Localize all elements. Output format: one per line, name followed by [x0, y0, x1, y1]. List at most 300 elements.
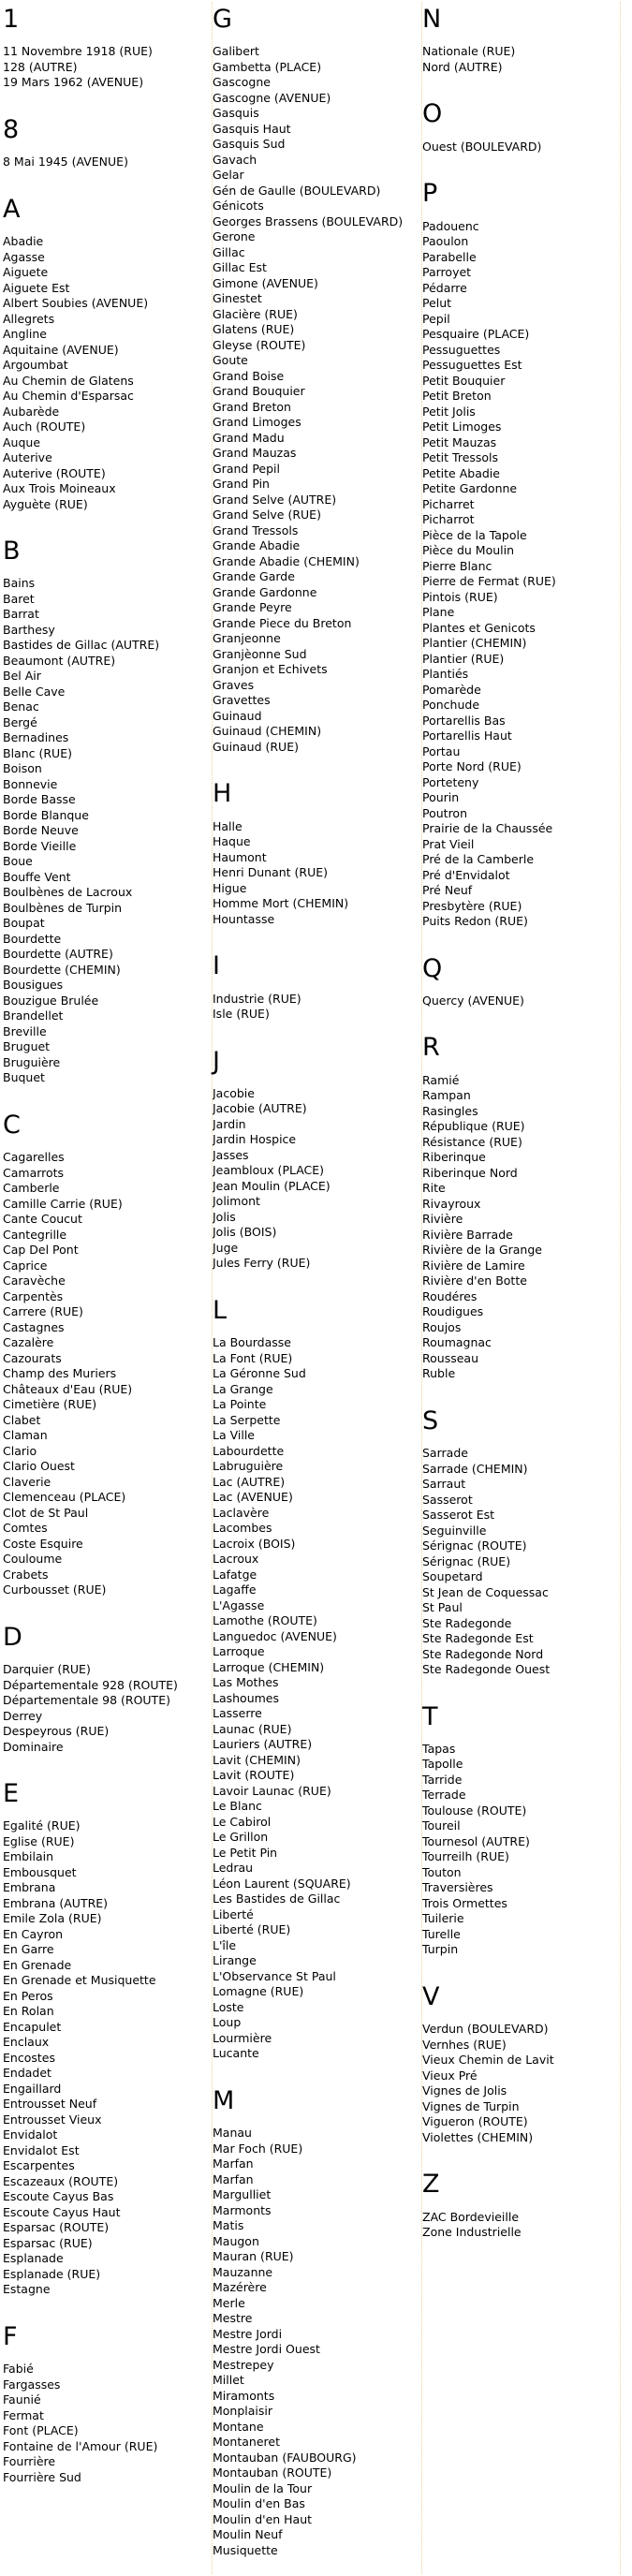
street-entry: En Rolan — [3, 2004, 54, 2019]
street-entry: Languedoc (AVENUE) — [213, 1628, 337, 1643]
street-entry: Gillac — [213, 244, 245, 259]
street-entry: Sarrade (CHEMIN) — [422, 1461, 528, 1476]
street-entry: Petit Bouquier — [422, 373, 506, 388]
street-entry: Bel Air — [3, 669, 41, 684]
street-entry: Gascogne — [213, 75, 271, 90]
street-entry: Bonnevie — [3, 776, 58, 791]
street-entry: Glacière (RUE) — [213, 306, 298, 321]
street-entry: L'Observance St Paul — [213, 1968, 336, 1983]
street-entry: Lac (AVENUE) — [213, 1490, 293, 1505]
street-entry: Mazérère — [213, 2280, 267, 2295]
section-list — [422, 1742, 620, 1958]
street-entry: Clario — [3, 1443, 37, 1458]
street-entry: Mestre Jordi Ouest — [213, 2342, 320, 2357]
street-entry: Grand Selve (AUTRE) — [213, 492, 337, 507]
letter-heading: H — [213, 779, 232, 809]
street-entry: Portarellis Bas — [422, 713, 506, 728]
street-entry: Jasses — [213, 1147, 249, 1162]
street-entry: La Bourdasse — [213, 1335, 291, 1350]
street-entry: Millet — [213, 2373, 244, 2388]
street-entry: Jules Ferry (RUE) — [213, 1256, 311, 1271]
street-entry: Bousigues — [3, 978, 64, 993]
street-entry: Traversières — [422, 1880, 493, 1895]
street-entry: Mauran (RUE) — [213, 2249, 294, 2264]
street-entry: Entrousset Vieux — [3, 2112, 102, 2127]
street-entry: Pesquaire (PLACE) — [422, 327, 530, 342]
street-entry: 19 Mars 1962 (AVENUE) — [3, 75, 144, 90]
street-entry: Poutron — [422, 805, 467, 820]
street-entry: Jardin — [213, 1116, 246, 1131]
street-entry: Pierre Blanc — [422, 558, 492, 573]
street-entry: Lasserre — [213, 1706, 262, 1721]
street-entry: Violettes (CHEMIN) — [422, 2129, 534, 2144]
street-entry: 11 Novembre 1918 (RUE) — [3, 44, 153, 59]
street-entry: Blanc (RUE) — [3, 745, 72, 760]
street-entry: Embrana — [3, 1880, 56, 1895]
street-entry: Fabié — [3, 2362, 34, 2377]
street-entry: Ledrau — [213, 1861, 254, 1876]
street-entry: Gavach — [213, 152, 257, 167]
street-entry: Envidalot Est — [3, 2142, 80, 2157]
section-list — [213, 992, 421, 1023]
street-entry: Ruble — [422, 1366, 456, 1381]
street-entry: Roudéres — [422, 1288, 478, 1303]
street-entry: Toureil — [422, 1818, 461, 1833]
street-entry: Parroyet — [422, 265, 472, 280]
street-entry: Camille Carrie (RUE) — [3, 1196, 123, 1211]
street-entry: Camberle — [3, 1181, 60, 1196]
street-entry: Clot de St Paul — [3, 1505, 89, 1520]
street-entry: Grand Breton — [213, 399, 291, 414]
street-entry: Vieux Pré — [422, 2068, 478, 2083]
street-entry: Liberté — [213, 1906, 254, 1921]
street-entry: Lamothe (ROUTE) — [213, 1613, 317, 1628]
street-entry: Carrere (RUE) — [3, 1304, 83, 1319]
street-entry: Porte Nord (RUE) — [422, 759, 522, 774]
street-entry: Jean Moulin (PLACE) — [213, 1178, 331, 1193]
street-entry: Esplanade (RUE) — [3, 2266, 101, 2281]
street-entry: Pourin — [422, 790, 460, 805]
street-entry: Tournesol (AUTRE) — [422, 1833, 530, 1848]
section-list — [213, 1335, 421, 2062]
street-entry: Mar Foch (RUE) — [213, 2141, 303, 2156]
street-entry: Pré Neuf — [422, 883, 473, 898]
street-entry: Départementale 98 (ROUTE) — [3, 1693, 170, 1708]
street-entry: Juge — [213, 1240, 239, 1255]
street-entry: Grand Tressols — [213, 523, 299, 537]
street-entry: Porteteny — [422, 774, 479, 789]
street-entry: Champ des Muriers — [3, 1366, 117, 1381]
street-entry: St Jean de Coquessac — [422, 1584, 549, 1599]
street-entry: Lavit (ROUTE) — [213, 1768, 295, 1783]
street-entry: Derrey — [3, 1708, 43, 1723]
letter-heading: G — [213, 5, 232, 34]
section-list — [3, 576, 212, 1086]
street-entry: Jacobie — [213, 1085, 255, 1100]
street-entry: Plantes et Genicots — [422, 620, 536, 635]
street-entry: Barrat — [3, 607, 39, 622]
street-entry: Ste Radegonde Nord — [422, 1646, 544, 1661]
street-entry: Breville — [3, 1023, 47, 1038]
street-entry: Bastides de Gillac (AUTRE) — [3, 638, 160, 653]
street-entry: Monplaisir — [213, 2404, 273, 2419]
street-entry: Faunié — [3, 2392, 41, 2407]
street-entry: Maugon — [213, 2233, 259, 2248]
index-column-2 — [213, 2, 422, 2574]
street-entry: Rivière de Lamire — [422, 1258, 525, 1273]
street-entry: Grand Madu — [213, 430, 285, 445]
street-entry: Aiguete — [3, 265, 49, 280]
street-entry: Gravettes — [213, 693, 271, 708]
street-entry: Jolis — [213, 1209, 236, 1224]
street-entry: Résistance (RUE) — [422, 1134, 522, 1149]
street-entry: Guinaud — [213, 708, 262, 723]
street-entry: Fermat — [3, 2407, 44, 2422]
street-entry: Abadie — [3, 234, 44, 249]
street-entry: Camarrots — [3, 1165, 65, 1180]
street-entry: Grande Abadie — [213, 538, 301, 553]
section-list — [3, 155, 212, 170]
street-entry: Musiquette — [213, 2542, 278, 2557]
street-entry: Darquier (RUE) — [3, 1662, 91, 1677]
index-column-1 — [3, 2, 213, 2574]
street-entry: Jolis (BOIS) — [213, 1225, 277, 1240]
street-entry: Vignes de Jolis — [422, 2083, 507, 2098]
street-entry: Gasquis Sud — [213, 137, 286, 152]
street-entry: Portau — [422, 743, 461, 758]
street-entry: Gascogne (AVENUE) — [213, 90, 331, 105]
street-entry: Châteaux d'Eau (RUE) — [3, 1381, 133, 1396]
street-entry: Tapas — [422, 1741, 456, 1756]
street-entry: Clario Ouest — [3, 1459, 75, 1474]
letter-heading: D — [3, 1622, 22, 1652]
street-entry: Boupat — [3, 916, 45, 931]
street-entry: Montauban (FAUBOURG) — [213, 2450, 357, 2465]
street-entry: Prairie de la Chaussée — [422, 821, 553, 836]
street-entry: Bourdette (AUTRE) — [3, 947, 113, 962]
street-entry: Haque — [213, 834, 251, 849]
street-entry: Mestrepey — [213, 2357, 274, 2372]
street-entry: Gleyse (ROUTE) — [213, 337, 306, 352]
street-entry: Lashoumes — [213, 1690, 280, 1705]
street-entry: Labourdette — [213, 1443, 285, 1458]
street-entry: Buquet — [3, 1070, 45, 1085]
street-entry: Emile Zola (RUE) — [3, 1911, 102, 1926]
street-entry: Esplanade — [3, 2251, 64, 2266]
street-entry: Lourmière — [213, 2030, 272, 2045]
street-entry: Curbousset (RUE) — [3, 1582, 107, 1597]
street-entry: Claverie — [3, 1474, 51, 1489]
street-entry: Presbytère (RUE) — [422, 898, 522, 913]
street-entry: Vigueron (ROUTE) — [422, 2114, 528, 2129]
street-entry: La Pointe — [213, 1397, 267, 1412]
street-entry: Au Chemin d'Esparsac — [3, 389, 134, 404]
street-entry: Lucante — [213, 2046, 259, 2061]
street-entry: Lacroix (BOIS) — [213, 1536, 296, 1551]
street-entry: Henri Dunant (RUE) — [213, 865, 329, 880]
street-entry: Endadet — [3, 2066, 51, 2081]
street-entry: Picharret — [422, 496, 475, 511]
street-entry: Jardin Hospice — [213, 1132, 297, 1147]
street-entry: Grande Abadie (CHEMIN) — [213, 553, 360, 568]
street-entry: Laclavère — [213, 1505, 270, 1520]
section-list — [3, 234, 212, 512]
street-entry: Moulin d'en Bas — [213, 2496, 305, 2511]
street-entry: Escazeaux (ROUTE) — [3, 2173, 119, 2188]
street-entry: Pessuguettes Est — [422, 358, 522, 373]
street-entry: Portarellis Haut — [422, 729, 512, 743]
street-entry: Pièce du Moulin — [422, 543, 515, 558]
street-entry: Le Grillon — [213, 1830, 269, 1845]
street-entry: Gasquis — [213, 106, 259, 121]
street-entry: L'île — [213, 1937, 237, 1952]
letter-heading: F — [3, 2321, 18, 2351]
street-entry: Allegrets — [3, 311, 55, 326]
street-entry: En Grenade et Musiquette — [3, 1973, 156, 1988]
section-list — [3, 2362, 212, 2485]
street-entry: Miramonts — [213, 2388, 275, 2403]
street-entry: Jolimont — [213, 1194, 260, 1209]
letter-heading: O — [422, 99, 443, 129]
street-entry: Plane — [422, 605, 455, 620]
street-entry: Gillac Est — [213, 260, 267, 275]
street-entry: Caprice — [3, 1258, 48, 1273]
street-entry: Matis — [213, 2218, 244, 2233]
street-entry: Lagaffe — [213, 1582, 257, 1597]
street-entry: Escoute Cayus Bas — [3, 2189, 114, 2204]
street-entry: Grande Peyre — [213, 600, 292, 615]
street-entry: Envidalot — [3, 2127, 58, 2142]
street-entry: Glatens (RUE) — [213, 322, 295, 337]
street-entry: Clabet — [3, 1412, 41, 1427]
street-entry: Liberté (RUE) — [213, 1922, 291, 1937]
street-entry: Fourrière — [3, 2454, 56, 2469]
street-entry: Seguinville — [422, 1523, 487, 1538]
street-entry: Las Mothes — [213, 1675, 279, 1690]
street-entry: Benac — [3, 699, 39, 714]
street-entry: Petite Abadie — [422, 465, 500, 480]
street-entry: Zone Industrielle — [422, 2225, 522, 2240]
letter-heading: M — [213, 2085, 235, 2115]
street-entry: Crabets — [3, 1567, 49, 1582]
street-entry: Pierre de Fermat (RUE) — [422, 574, 556, 589]
street-entry: Granjeonne — [213, 631, 281, 646]
street-entry: Sarraut — [422, 1477, 466, 1492]
street-entry: Cimetière (RUE) — [3, 1397, 97, 1412]
street-entry: Trois Ormettes — [422, 1895, 507, 1910]
street-entry: Pessuguettes — [422, 342, 501, 357]
street-entry: Margulliet — [213, 2187, 272, 2202]
street-entry: Bruguière — [3, 1054, 61, 1069]
street-entry: ZAC Bordevieille — [422, 2209, 520, 2224]
street-entry: République (RUE) — [422, 1119, 525, 1134]
street-entry: La Ville — [213, 1428, 255, 1443]
street-entry: Fontaine de l'Amour (RUE) — [3, 2438, 158, 2453]
street-entry: Guinaud (RUE) — [213, 739, 299, 754]
street-entry: Turelle — [422, 1926, 461, 1941]
street-entry: Roumagnac — [422, 1335, 492, 1350]
street-entry: Mestre — [213, 2311, 253, 2326]
letter-heading: E — [3, 1779, 20, 1809]
street-entry: Aubarède — [3, 404, 60, 419]
section-list — [422, 2210, 620, 2241]
street-entry: Prat Vieil — [422, 836, 475, 851]
street-entry: Lacombes — [213, 1521, 272, 1536]
street-entry: Couloume — [3, 1552, 63, 1567]
street-entry: Le Cabirol — [213, 1814, 272, 1829]
street-entry: Argoumbat — [3, 358, 68, 373]
street-entry: Pièce de la Tapole — [422, 527, 527, 542]
street-entry: En Garre — [3, 1942, 54, 1957]
street-entry: Marfan — [213, 2156, 254, 2171]
street-entry: Mauzanne — [213, 2264, 273, 2279]
street-entry: Belle Cave — [3, 684, 66, 699]
street-entry: Grande Piece du Breton — [213, 615, 352, 630]
street-entry: Beaumont (AUTRE) — [3, 653, 116, 668]
street-entry: Grand Mauzas — [213, 446, 297, 461]
street-entry: Ouest (BOULEVARD) — [422, 139, 542, 154]
street-entry: La Serpette — [213, 1412, 281, 1427]
street-entry: Ponchude — [422, 698, 480, 713]
letter-heading: N — [422, 5, 442, 34]
street-entry: Grand Bouquier — [213, 384, 305, 399]
street-entry: Cantegrille — [3, 1227, 67, 1242]
street-entry: Rivière Barrade — [422, 1227, 513, 1242]
street-entry: Rivière — [422, 1212, 463, 1227]
street-entry: Embilain — [3, 1849, 54, 1864]
street-entry: Grand Limoges — [213, 415, 301, 430]
street-entry: Loup — [213, 2015, 242, 2030]
street-entry: Fourrière Sud — [3, 2469, 81, 2484]
street-entry: Grand Boise — [213, 368, 285, 383]
street-entry: Lavoir Launac (RUE) — [213, 1783, 331, 1798]
street-entry: Ginestet — [213, 291, 262, 306]
street-entry: Graves — [213, 677, 255, 692]
street-entry: Aux Trois Moineaux — [3, 481, 116, 496]
letter-heading: L — [213, 1295, 228, 1325]
street-entry: Moulin Neuf — [213, 2527, 283, 2542]
street-entry: Terrade — [422, 1788, 466, 1803]
street-entry: Parabelle — [422, 249, 477, 264]
street-entry: Rivière d'en Botte — [422, 1273, 527, 1288]
street-entry: Génicots — [213, 199, 264, 213]
street-entry: En Peros — [3, 1988, 53, 2003]
section-list — [422, 1446, 620, 1678]
street-entry: Roujos — [422, 1319, 462, 1334]
street-entry: Lauriers (AUTRE) — [213, 1737, 313, 1752]
street-entry: Petite Gardonne — [422, 481, 518, 496]
street-entry: Pomarède — [422, 682, 481, 697]
street-entry: Pepil — [422, 311, 450, 326]
street-entry: Ste Radegonde Est — [422, 1631, 534, 1646]
street-entry: Padouenc — [422, 218, 479, 233]
section-list — [422, 219, 620, 930]
street-entry: Marmonts — [213, 2202, 272, 2217]
section-list — [213, 44, 421, 755]
street-entry: Agasse — [3, 249, 45, 264]
street-entry: Grand Selve (RUE) — [213, 508, 321, 523]
section-list — [213, 819, 421, 928]
street-entry: Bernadines — [3, 730, 69, 745]
street-entry: Plantier (CHEMIN) — [422, 636, 527, 651]
letter-heading: A — [3, 194, 21, 224]
street-entry: Coste Esquire — [3, 1536, 83, 1551]
street-entry: Départementale 928 (ROUTE) — [3, 1677, 178, 1692]
street-entry: Vernhes (RUE) — [422, 2037, 507, 2052]
street-entry: Labruguière — [213, 1459, 284, 1474]
street-entry: Riberinque — [422, 1150, 486, 1165]
street-entry: Halle — [213, 818, 243, 833]
street-entry: Barthesy — [3, 622, 55, 637]
street-entry: Cap Del Pont — [3, 1243, 79, 1258]
street-entry: Cante Coucut — [3, 1212, 82, 1227]
street-entry: Aquitaine (AVENUE) — [3, 342, 119, 357]
street-entry: Lac (AUTRE) — [213, 1474, 286, 1489]
street-entry: Paoulon — [422, 234, 469, 249]
street-entry: Rampan — [422, 1088, 471, 1103]
street-entry: Tapolle — [422, 1757, 463, 1772]
street-entry: Borde Vieille — [3, 838, 77, 853]
street-entry: Auterive — [3, 450, 52, 465]
street-entry: Homme Mort (CHEMIN) — [213, 896, 349, 911]
street-entry: En Cayron — [3, 1926, 64, 1941]
street-entry: Clemenceau (PLACE) — [3, 1490, 126, 1505]
street-entry: Ste Radegonde — [422, 1615, 512, 1630]
street-entry: Entrousset Neuf — [3, 2097, 97, 2112]
street-entry: Lacroux — [213, 1552, 259, 1567]
street-entry: Rousseau — [422, 1350, 478, 1365]
street-entry: Borde Neuve — [3, 823, 79, 838]
street-entry: Vignes de Turpin — [422, 2098, 520, 2113]
section-list — [3, 1150, 212, 1598]
section-list — [422, 1073, 620, 1382]
street-entry: Cazalère — [3, 1335, 54, 1350]
street-entry: La Font (RUE) — [213, 1350, 293, 1365]
street-entry: Embrana (AUTRE) — [3, 1895, 109, 1910]
street-entry: Castagnes — [3, 1319, 65, 1334]
street-entry: Grand Pepil — [213, 461, 280, 476]
street-entry: Font (PLACE) — [3, 2423, 79, 2438]
letter-heading: P — [422, 179, 438, 209]
letter-heading: Q — [422, 953, 443, 983]
street-entry: Granjon et Echivets — [213, 662, 328, 677]
street-entry: Touton — [422, 1864, 462, 1879]
street-entry: Sérignac (ROUTE) — [422, 1538, 527, 1553]
street-entry: Soupetard — [422, 1569, 483, 1584]
street-entry: Bains — [3, 576, 36, 591]
section-list — [422, 140, 620, 155]
street-entry: Ayguète (RUE) — [3, 496, 88, 511]
street-entry: Vieux Chemin de Lavit — [422, 2053, 554, 2068]
street-entry: Sasserot — [422, 1492, 473, 1507]
street-entry: Montauban (ROUTE) — [213, 2466, 332, 2480]
street-entry: Guinaud (CHEMIN) — [213, 724, 322, 739]
street-entry: Bourdette — [3, 931, 62, 946]
street-entry: Manau — [213, 2126, 252, 2141]
street-entry: Aiguete Est — [3, 280, 70, 295]
street-entry: Ste Radegonde Ouest — [422, 1662, 551, 1677]
street-entry: Pintois (RUE) — [422, 589, 498, 604]
street-entry: Gambetta (PLACE) — [213, 59, 322, 74]
street-entry: Albert Soubies (AVENUE) — [3, 296, 149, 311]
street-entry: Goute — [213, 353, 248, 368]
street-entry: Eglise (RUE) — [3, 1833, 75, 1848]
street-entry: La Grange — [213, 1381, 273, 1396]
street-entry: L'Agasse — [213, 1597, 265, 1612]
street-entry: Le Petit Pin — [213, 1845, 278, 1860]
street-entry: Marfan — [213, 2171, 254, 2186]
street-entry: Bouffe Vent — [3, 869, 71, 884]
